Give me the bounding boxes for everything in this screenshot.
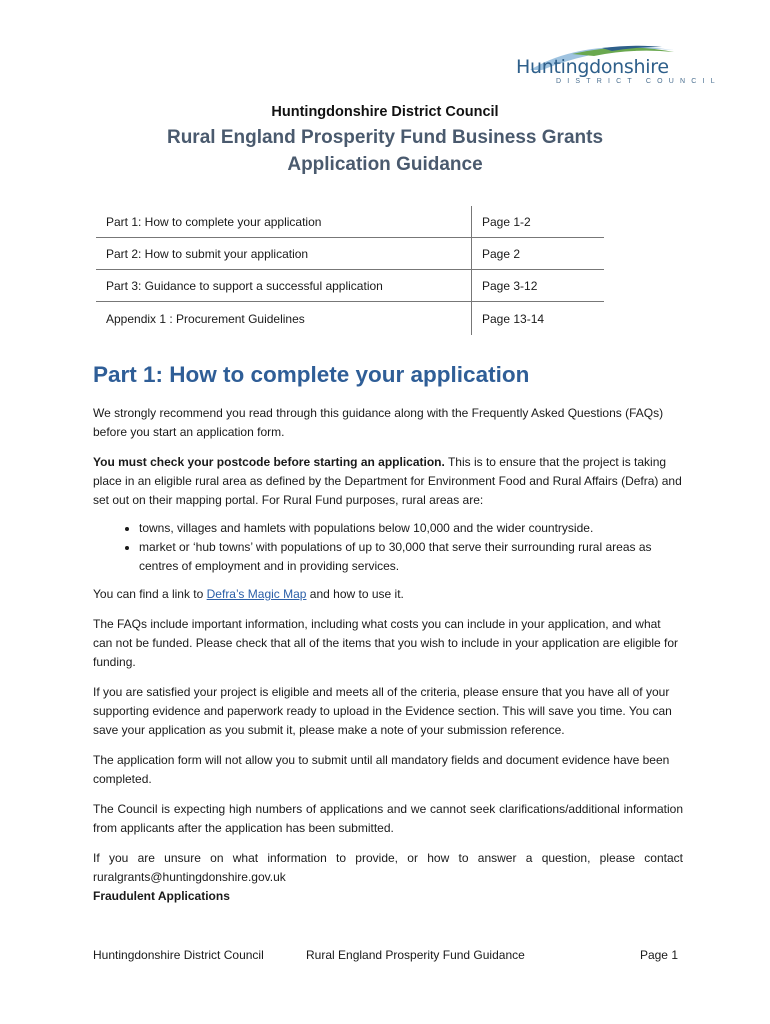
list-item: • market or ‘hub towns’ with populations of up to 30,000 that serve their surrounding rural areas as centres of employment and in providing services. — [139, 538, 683, 576]
document-title — [0, 124, 770, 178]
toc-item: Part 2: How to submit your application — [96, 238, 472, 270]
bold-text: You must check your postcode before starting an application. — [93, 455, 445, 469]
footer-document: Rural England Prosperity Fund Guidance — [306, 948, 525, 962]
section-body — [93, 404, 683, 906]
magic-map-link[interactable]: Defra’s Magic Map — [206, 587, 307, 601]
paragraph: If you are unsure on what information to provide, or how to answer a question, please contact ruralgrants@huntingdonshire.gov.uk — [93, 851, 683, 884]
section-heading: Part 1: How to complete your application — [93, 362, 530, 387]
paragraph: The FAQs include important information, including what costs you can include in your application, and what can not be funded. Please check that all of the items that you wish to include in your application are eligible for funding. — [93, 617, 679, 669]
rural-areas-list — [93, 519, 683, 576]
paragraph — [93, 453, 683, 510]
paragraph: The application form will not allow you to submit until all mandatory fields and document evidence have been completed. — [93, 753, 670, 786]
toc-page: Page 1-2 — [472, 206, 605, 238]
list-item: • towns, villages and hamlets with populations below 10,000 and the wider countryside. — [139, 519, 683, 538]
paragraph-text: This is to ensure that the project is taking place in an eligible rural area as defined by the Department for Environment Food and Rural Affairs (Defra) and set out on their mapping portal. For Rural Fund purposes, rural areas are: — [93, 455, 682, 507]
toc-page: Page 3-12 — [472, 270, 605, 302]
footer-page-number: Page 1 — [639, 948, 678, 962]
subheading — [93, 887, 683, 906]
table-row — [96, 270, 604, 302]
title-line-1: Rural England Prosperity Fund Business Grants — [166, 127, 604, 148]
toc-item: Appendix 1 : Procurement Guidelines — [96, 302, 472, 336]
table-row — [96, 238, 604, 270]
bold-text: Fraudulent Applications — [93, 889, 230, 903]
title-line-2: Application Guidance — [287, 154, 483, 175]
footer-organisation: Huntingdonshire District Council — [93, 948, 264, 962]
paragraph: If you are satisfied your project is eligible and meets all of the criteria, please ensure that you have all of your supporting evidence and paperwork ready to upload in the Evidence section. This will save you time. You can save your application as you submit it, please make a note of your submission reference. — [93, 685, 672, 737]
paragraph-text: You can find a link to — [93, 587, 207, 601]
contents-table — [96, 206, 604, 335]
organisation-name: Huntingdonshire District Council — [271, 104, 499, 120]
table-row — [96, 302, 604, 336]
paragraph: We strongly recommend you read through this guidance along with the Frequently Asked Questions (FAQs) before you start an application form. — [93, 406, 664, 439]
paragraph-text: and how to use it. — [306, 587, 404, 601]
paragraph — [93, 585, 683, 604]
paragraph: The Council is expecting high numbers of applications and we cannot seek clarifications/additional information from applicants after the application has been submitted. — [93, 802, 683, 835]
logo-subtitle: DISTRICT COUNCIL — [556, 78, 721, 85]
council-logo — [512, 40, 721, 92]
logo-wordmark: Huntingdonshire — [516, 56, 669, 78]
toc-page: Page 2 — [472, 238, 605, 270]
toc-item: Part 3: Guidance to support a successful application — [96, 270, 472, 302]
toc-page: Page 13-14 — [472, 302, 605, 336]
table-row — [96, 206, 604, 238]
toc-item: Part 1: How to complete your application — [106, 214, 322, 229]
